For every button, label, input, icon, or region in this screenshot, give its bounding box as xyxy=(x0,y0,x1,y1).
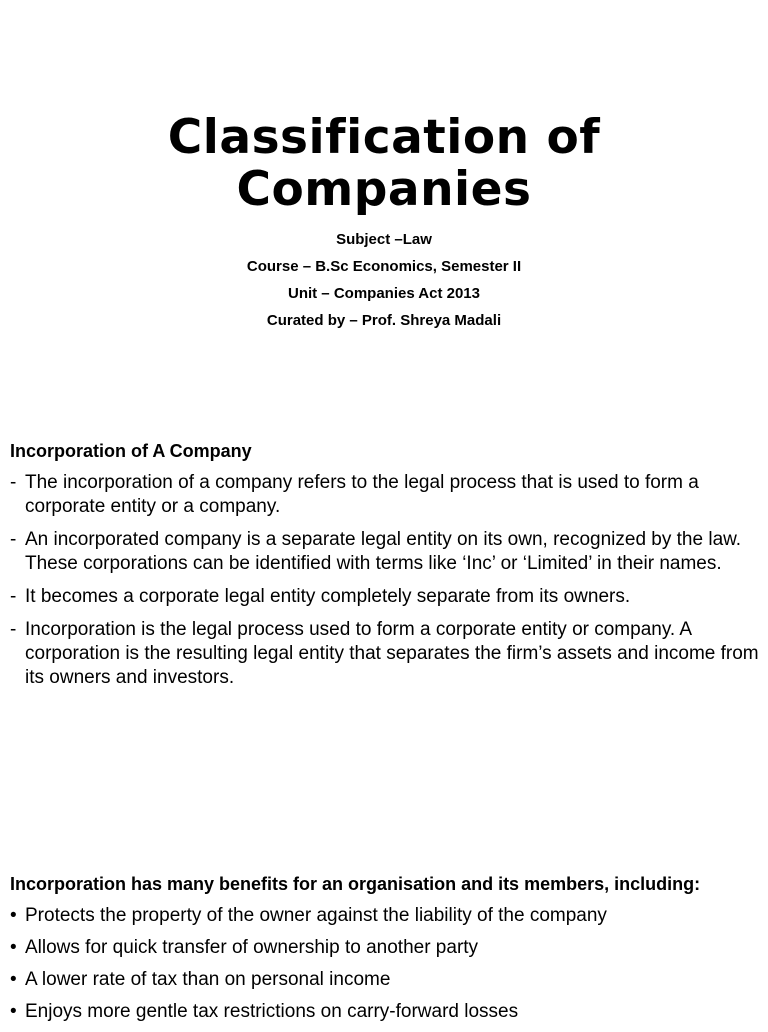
dash-marker: - xyxy=(10,586,17,607)
title-line-2: Companies xyxy=(236,162,532,217)
document-title xyxy=(0,112,768,216)
dash-marker: - xyxy=(10,472,17,493)
list-item xyxy=(10,528,762,576)
dash-list xyxy=(10,471,762,690)
list-item xyxy=(10,904,762,928)
meta-curator: Curated by – Prof. Shreya Madali xyxy=(266,312,502,329)
list-item xyxy=(10,936,762,960)
list-item xyxy=(10,471,762,519)
list-item-text: Incorporation is the legal process used to form a corporate entity or company. A corporation is the resulting legal entity that separates the firm’s assets and income from its owners and investors. xyxy=(25,619,759,688)
list-item-text: Enjoys more gentle tax restrictions on carry-forward losses xyxy=(25,1001,519,1022)
list-item xyxy=(10,1000,762,1024)
list-item-text: It becomes a corporate legal entity completely separate from its owners. xyxy=(25,586,631,607)
list-item xyxy=(10,585,762,609)
section-incorporation xyxy=(10,439,762,699)
document-meta xyxy=(0,226,768,334)
bullet-list xyxy=(10,904,762,1024)
list-item-text: An incorporated company is a separate legal entity on its own, recognized by the law. These corporations can be identified with terms like ‘Inc’ or ‘Limited’ in their names. xyxy=(25,529,742,574)
bullet-marker: • xyxy=(10,969,17,990)
title-line-1: Classification of xyxy=(167,110,601,165)
meta-unit: Unit – Companies Act 2013 xyxy=(287,285,480,302)
meta-subject: Subject –Law xyxy=(336,231,432,248)
list-item-text: Protects the property of the owner against the liability of the company xyxy=(25,905,607,926)
dash-marker: - xyxy=(10,529,17,550)
list-item-text: Allows for quick transfer of ownership to another party xyxy=(25,937,479,958)
title-block xyxy=(0,112,768,334)
list-item-text: A lower rate of tax than on personal income xyxy=(25,969,391,990)
dash-marker: - xyxy=(10,619,17,640)
list-item-text: The incorporation of a company refers to the legal process that is used to form a corporate entity or a company. xyxy=(25,472,699,517)
list-item xyxy=(10,968,762,992)
section-heading: Incorporation has many benefits for an organisation and its members, including: xyxy=(10,874,701,894)
section-benefits xyxy=(10,872,762,1032)
section-heading: Incorporation of A Company xyxy=(10,441,252,461)
list-item xyxy=(10,618,762,690)
bullet-marker: • xyxy=(10,905,17,926)
meta-course: Course – B.Sc Economics, Semester II xyxy=(246,258,522,275)
bullet-marker: • xyxy=(10,1001,17,1022)
bullet-marker: • xyxy=(10,937,17,958)
